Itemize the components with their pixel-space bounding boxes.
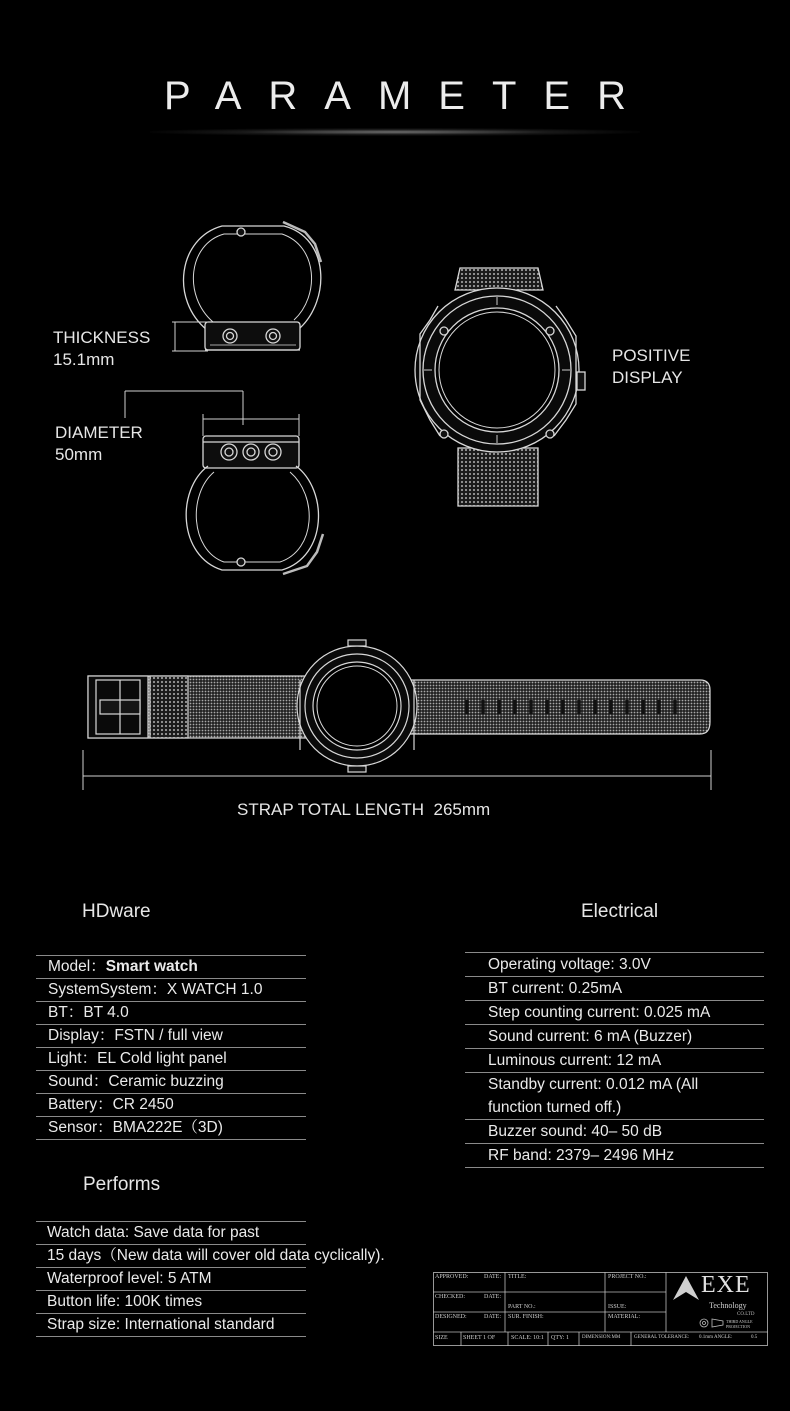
hdware-row-system: SystemSystem：X WATCH 1.0: [36, 978, 306, 1001]
performs-heading: Performs: [83, 1174, 161, 1195]
tb-date-3: DATE:: [484, 1314, 501, 1320]
electrical-row: BT current: 0.25mA: [465, 976, 764, 1000]
strap-length-label: STRAP TOTAL LENGTH 265mm: [237, 800, 491, 819]
performs-row: Waterproof level: 5 ATM: [36, 1267, 306, 1290]
hdware-list: [36, 955, 306, 1140]
drawing-title-block: [433, 1272, 768, 1346]
positive-label: POSITIVE: [612, 346, 691, 365]
tb-qty: QTY: 1: [551, 1335, 569, 1341]
tb-checked: CHECKED:: [435, 1294, 465, 1300]
tb-tolerance: GENERAL TOLERANCE:: [634, 1335, 690, 1340]
tb-designed: DESIGNED:: [435, 1314, 467, 1320]
tb-angle: 0.1mm ANGLE:: [699, 1335, 733, 1340]
electrical-row: Operating voltage: 3.0V: [465, 952, 764, 976]
performs-row: Button life: 100K times: [36, 1290, 306, 1313]
performs-row: 15 days（New data will cover old data cyclically).: [36, 1244, 306, 1267]
hdware-heading: HDware: [82, 901, 151, 922]
diameter-label: DIAMETER: [55, 423, 143, 442]
display-label: DISPLAY: [612, 368, 683, 387]
hdware-row-sensor: Sensor：BMA222E（3D): [36, 1116, 306, 1140]
tb-ltd: CO.LTD: [737, 1312, 755, 1317]
tb-sur-finish: SUR. FINISH:: [508, 1314, 544, 1320]
hdware-row-light: Light：EL Cold light panel: [36, 1047, 306, 1070]
tb-brand-logo: EXE: [701, 1272, 751, 1298]
electrical-row: Sound current: 6 mA (Buzzer): [465, 1024, 764, 1048]
electrical-row: Buzzer sound: 40– 50 dB: [465, 1119, 764, 1143]
electrical-row: Luminous current: 12 mA: [465, 1048, 764, 1072]
hdware-row-display: Display：FSTN / full view: [36, 1024, 306, 1047]
electrical-row: RF band: 2379– 2496 MHz: [465, 1143, 764, 1168]
performs-row: Watch data: Save data for past: [36, 1221, 306, 1244]
side-view-bottom: [186, 436, 323, 574]
tb-angle-value: 0.5: [751, 1335, 758, 1340]
page-title: PARAMETER: [164, 74, 653, 118]
hdware-row-battery: Battery：CR 2450: [36, 1093, 306, 1116]
hdware-row-model: Model：Smart watch: [36, 955, 306, 978]
tb-title: TITLE:: [508, 1274, 527, 1280]
tb-part-no: PART NO.:: [508, 1304, 536, 1310]
tb-approved: APPROVED:: [435, 1274, 469, 1280]
performs-list: [36, 1221, 385, 1337]
hdware-row-sound: Sound：Ceramic buzzing: [36, 1070, 306, 1093]
tb-issue: ISSUE:: [608, 1304, 627, 1310]
electrical-row: function turned off.): [488, 1099, 622, 1116]
tb-date-2: DATE:: [484, 1294, 501, 1300]
tb-date: DATE:: [484, 1274, 501, 1280]
thickness-value: 15.1mm: [53, 350, 115, 369]
tb-dimension: DIMENSION:MM: [582, 1335, 621, 1340]
electrical-heading: Electrical: [581, 901, 659, 922]
tb-scale: SCALE: 10:1: [511, 1335, 544, 1341]
electrical-row: Standby current: 0.012 mA (All: [465, 1072, 764, 1096]
tb-brand-sub: Technology: [709, 1301, 747, 1310]
tb-project-no: PROJECT NO.:: [608, 1274, 647, 1280]
tb-size: SIZE: [435, 1335, 448, 1341]
tb-sheet: SHEET 1 OF: [463, 1335, 496, 1341]
front-view: [415, 268, 585, 506]
hdware-row-bt: BT：BT 4.0: [36, 1001, 306, 1024]
tb-projection: THIRD ANGLE PROJECTION: [726, 1319, 753, 1329]
tb-material: MATERIAL:: [608, 1314, 640, 1320]
thickness-label: THICKNESS: [53, 328, 151, 347]
strap-view: [88, 640, 710, 772]
electrical-list: [465, 952, 764, 1168]
side-view-top: [184, 222, 321, 350]
electrical-row: Step counting current: 0.025 mA: [465, 1000, 764, 1024]
diameter-value: 50mm: [55, 445, 103, 464]
performs-row: Strap size: International standard: [36, 1313, 306, 1337]
